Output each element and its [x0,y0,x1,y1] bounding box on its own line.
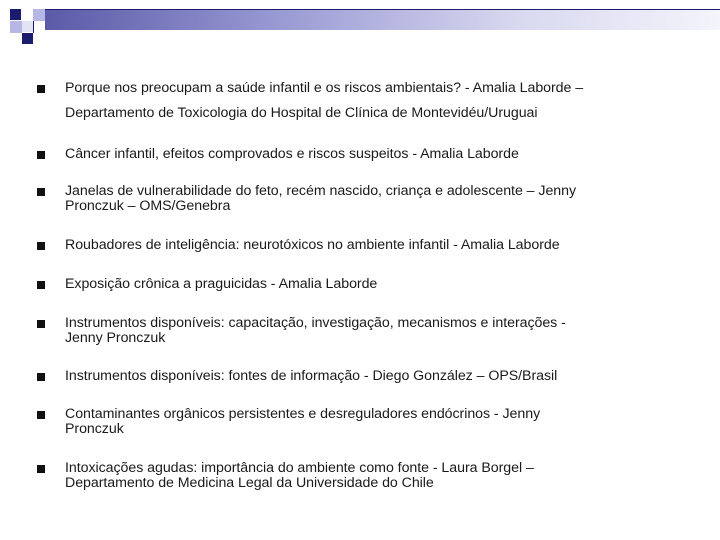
square-bullet-icon [37,411,45,419]
decor-square [10,21,22,33]
item-text-line: Pronczuk – OMS/Genebra [65,198,231,214]
item-text-line: Pronczuk [65,421,124,437]
decor-square [22,33,33,44]
item-text-line: Instrumentos disponíveis: capacitação, investigação, mecanismos e interações - [65,315,566,331]
item-text-line: Contaminantes orgânicos persistentes e desreguladores endócrinos - Jenny [65,406,541,422]
decor-square [33,9,45,21]
decor-line [33,21,34,33]
item-text-line: Câncer infantil, efeitos comprovados e riscos suspeitos - Amalia Laborde [65,146,519,162]
square-bullet-icon [37,281,45,289]
square-bullet-icon [37,320,45,328]
item-text-line: Departamento de Medicina Legal da Universidade do Chile [65,475,434,491]
item-text-line: Exposição crônica a praguicidas - Amalia Laborde [65,276,378,292]
gradient-band [45,10,720,30]
square-bullet-icon [37,373,45,381]
item-text-line: Roubadores de inteligência: neurotóxicos no ambiente infantil - Amalia Laborde [65,237,560,253]
decor-square [22,21,33,32]
decor-square [10,9,21,20]
square-bullet-icon [37,188,45,196]
square-bullet-icon [37,151,45,159]
square-bullet-icon [37,85,45,93]
item-text-line: Janelas de vulnerabilidade do feto, recém nascido, criança e adolescente – Jenny [65,183,577,199]
item-text-line: Porque nos preocupam a saúde infantil e os riscos ambientais? - Amalia Laborde – [65,80,584,96]
item-text-line: Departamento de Toxicologia do Hospital de Clínica de Montevidéu/Uruguai [65,105,538,121]
square-bullet-icon [37,242,45,250]
item-text-line: Intoxicações agudas: importância do ambiente como fonte - Laura Borgel – [65,460,534,476]
item-text-line: Jenny Pronczuk [65,330,166,346]
item-text-line: Instrumentos disponíveis: fontes de informação - Diego González – OPS/Brasil [65,368,558,384]
square-bullet-icon [37,465,45,473]
